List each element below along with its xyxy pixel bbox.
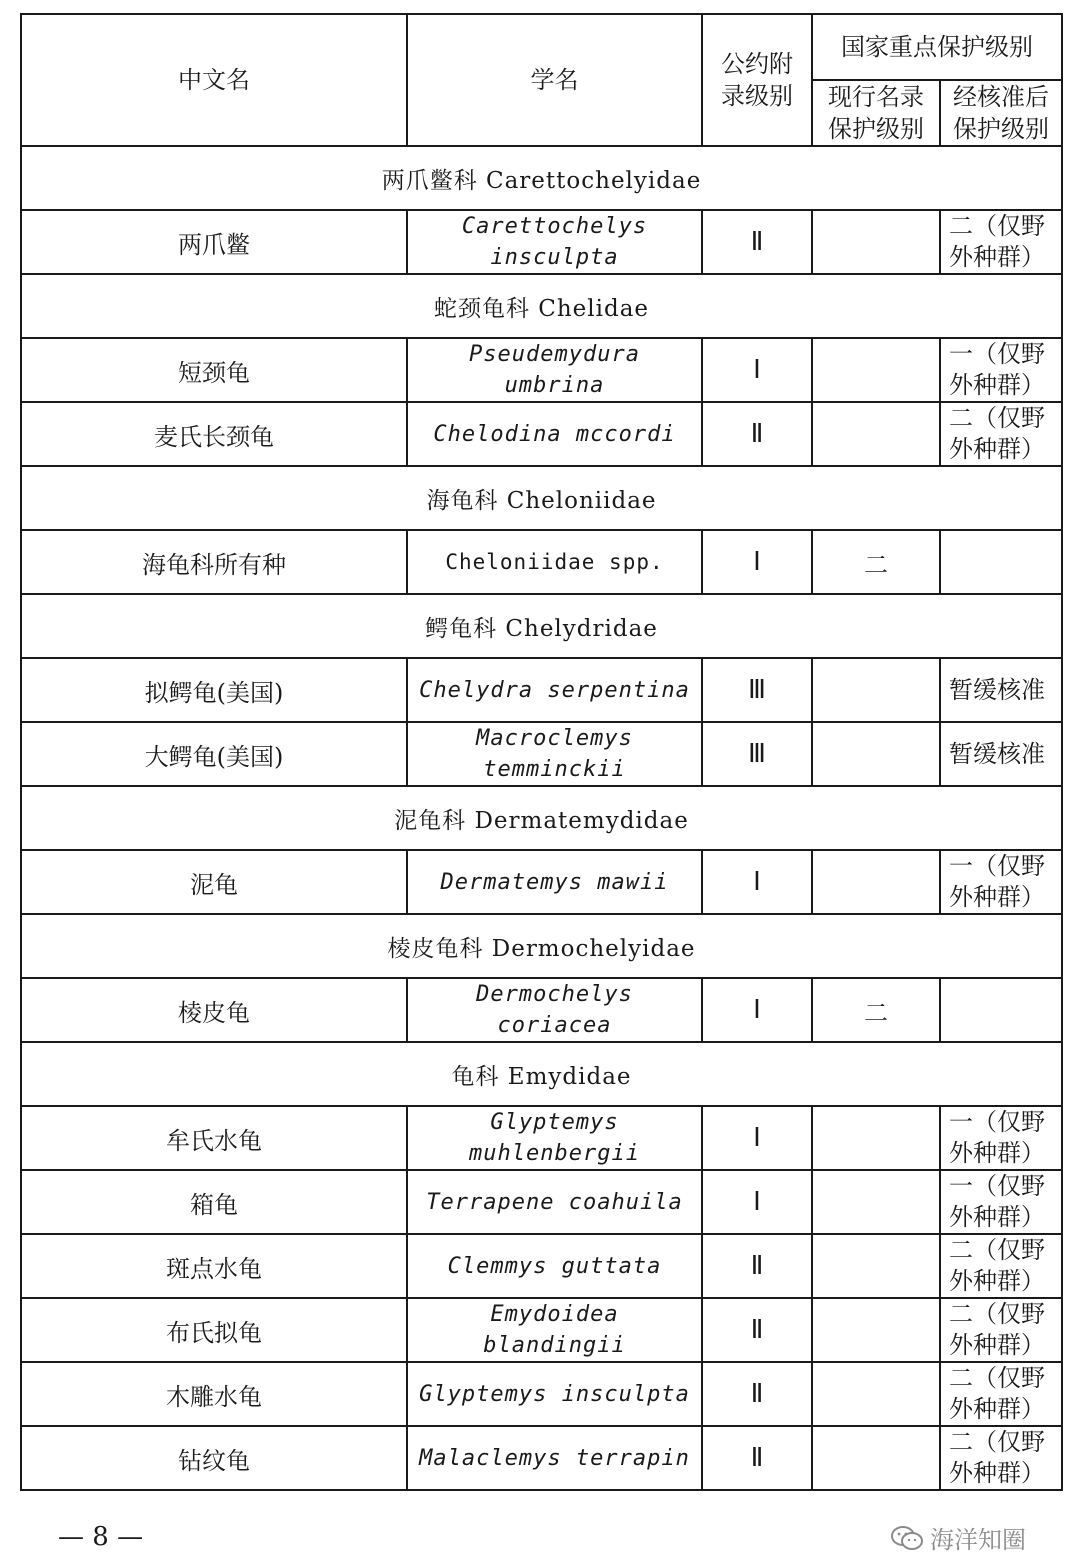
species-current-level: [812, 210, 940, 274]
header-chinese-name: 中文名: [21, 14, 407, 146]
species-appendix: Ⅰ: [702, 1170, 812, 1234]
page-number: — 8 —: [58, 1522, 144, 1552]
species-scientific-name: Macroclemys temminckii: [407, 722, 702, 786]
species-row: [21, 850, 1062, 914]
family-row: [21, 786, 1062, 850]
species-current-level: [812, 1234, 940, 1298]
species-chinese-name: 钻纹龟: [21, 1426, 407, 1490]
species-scientific-name: Malaclemys terrapin: [407, 1426, 702, 1490]
species-scientific-name: Dermatemys mawii: [407, 850, 702, 914]
table-header: [21, 14, 1062, 146]
species-appendix: Ⅰ: [702, 530, 812, 594]
species-appendix: Ⅱ: [702, 1234, 812, 1298]
species-scientific-name: Emydoidea blandingii: [407, 1298, 702, 1362]
species-row: [21, 1106, 1062, 1170]
family-row: [21, 594, 1062, 658]
family-row: [21, 274, 1062, 338]
species-current-level: [812, 1106, 940, 1170]
watermark-text: 海洋知圈: [930, 1526, 1026, 1554]
species-appendix: Ⅱ: [702, 1298, 812, 1362]
family-name: 海龟科 Cheloniidae: [21, 466, 1062, 530]
header-current-level: 现行名录保护级别: [812, 80, 940, 146]
family-name: 蛇颈龟科 Chelidae: [21, 274, 1062, 338]
species-current-level: [812, 1298, 940, 1362]
species-current-level: [812, 722, 940, 786]
table-body: [21, 146, 1062, 1490]
species-approved-level: 暂缓核准: [940, 722, 1062, 786]
species-scientific-name: Terrapene coahuila: [407, 1170, 702, 1234]
species-row: [21, 722, 1062, 786]
family-row: [21, 1042, 1062, 1106]
species-scientific-name: Dermochelys coriacea: [407, 978, 702, 1042]
species-appendix: Ⅰ: [702, 850, 812, 914]
watermark: [890, 1520, 1026, 1555]
species-appendix: Ⅰ: [702, 978, 812, 1042]
species-row: [21, 210, 1062, 274]
species-current-level: [812, 1362, 940, 1426]
species-appendix: Ⅱ: [702, 1362, 812, 1426]
species-approved-level: 一（仅野外种群）: [940, 1170, 1062, 1234]
species-current-level: [812, 658, 940, 722]
species-row: [21, 530, 1062, 594]
species-scientific-name: Chelodina mccordi: [407, 402, 702, 466]
species-approved-level: 二（仅野外种群）: [940, 1298, 1062, 1362]
species-appendix: Ⅱ: [702, 402, 812, 466]
species-approved-level: 二（仅野外种群）: [940, 402, 1062, 466]
species-appendix: Ⅰ: [702, 338, 812, 402]
species-appendix: Ⅱ: [702, 1426, 812, 1490]
species-approved-level: 二（仅野外种群）: [940, 210, 1062, 274]
species-appendix: Ⅱ: [702, 210, 812, 274]
species-appendix: Ⅲ: [702, 722, 812, 786]
species-chinese-name: 麦氏长颈龟: [21, 402, 407, 466]
species-chinese-name: 拟鳄龟(美国): [21, 658, 407, 722]
species-approved-level: 二（仅野外种群）: [940, 1426, 1062, 1490]
family-name: 两爪鳖科 Carettochelyidae: [21, 146, 1062, 210]
header-national-level: 国家重点保护级别: [812, 14, 1062, 80]
species-row: [21, 1426, 1062, 1490]
species-chinese-name: 泥龟: [21, 850, 407, 914]
species-approved-level: [940, 978, 1062, 1042]
family-row: [21, 146, 1062, 210]
species-approved-level: 二（仅野外种群）: [940, 1362, 1062, 1426]
family-row: [21, 914, 1062, 978]
species-row: [21, 402, 1062, 466]
species-row: [21, 1298, 1062, 1362]
family-name: 鳄龟科 Chelydridae: [21, 594, 1062, 658]
species-current-level: [812, 850, 940, 914]
species-current-level: 二: [812, 530, 940, 594]
species-current-level: [812, 338, 940, 402]
header-appendix: 公约附录级别: [702, 14, 812, 146]
species-row: [21, 1362, 1062, 1426]
species-scientific-name: Pseudemydura umbrina: [407, 338, 702, 402]
header-scientific-name: 学名: [407, 14, 702, 146]
species-current-level: 二: [812, 978, 940, 1042]
species-protection-table: [20, 13, 1063, 1491]
species-chinese-name: 牟氏水龟: [21, 1106, 407, 1170]
header-approved-level: 经核准后保护级别: [940, 80, 1062, 146]
species-chinese-name: 两爪鳖: [21, 210, 407, 274]
species-approved-level: 暂缓核准: [940, 658, 1062, 722]
species-scientific-name: Glyptemys muhlenbergii: [407, 1106, 702, 1170]
species-row: [21, 338, 1062, 402]
species-chinese-name: 大鳄龟(美国): [21, 722, 407, 786]
family-name: 棱皮龟科 Dermochelyidae: [21, 914, 1062, 978]
species-chinese-name: 棱皮龟: [21, 978, 407, 1042]
species-chinese-name: 斑点水龟: [21, 1234, 407, 1298]
species-chinese-name: 箱龟: [21, 1170, 407, 1234]
species-scientific-name: Chelydra serpentina: [407, 658, 702, 722]
species-row: [21, 1170, 1062, 1234]
family-row: [21, 466, 1062, 530]
species-scientific-name: Clemmys guttata: [407, 1234, 702, 1298]
family-name: 泥龟科 Dermatemydidae: [21, 786, 1062, 850]
species-appendix: Ⅰ: [702, 1106, 812, 1170]
species-approved-level: 一（仅野外种群）: [940, 338, 1062, 402]
species-current-level: [812, 402, 940, 466]
species-scientific-name: Cheloniidae spp.: [407, 530, 702, 594]
species-approved-level: [940, 530, 1062, 594]
species-approved-level: 二（仅野外种群）: [940, 1234, 1062, 1298]
species-approved-level: 一（仅野外种群）: [940, 1106, 1062, 1170]
species-current-level: [812, 1426, 940, 1490]
species-row: [21, 978, 1062, 1042]
species-chinese-name: 布氏拟龟: [21, 1298, 407, 1362]
species-chinese-name: 短颈龟: [21, 338, 407, 402]
species-row: [21, 1234, 1062, 1298]
species-row: [21, 658, 1062, 722]
species-chinese-name: 木雕水龟: [21, 1362, 407, 1426]
family-name: 龟科 Emydidae: [21, 1042, 1062, 1106]
species-scientific-name: Glyptemys insculpta: [407, 1362, 702, 1426]
wechat-icon: [890, 1525, 924, 1551]
species-current-level: [812, 1170, 940, 1234]
species-scientific-name: Carettochelys insculpta: [407, 210, 702, 274]
species-chinese-name: 海龟科所有种: [21, 530, 407, 594]
species-approved-level: 一（仅野外种群）: [940, 850, 1062, 914]
species-appendix: Ⅲ: [702, 658, 812, 722]
